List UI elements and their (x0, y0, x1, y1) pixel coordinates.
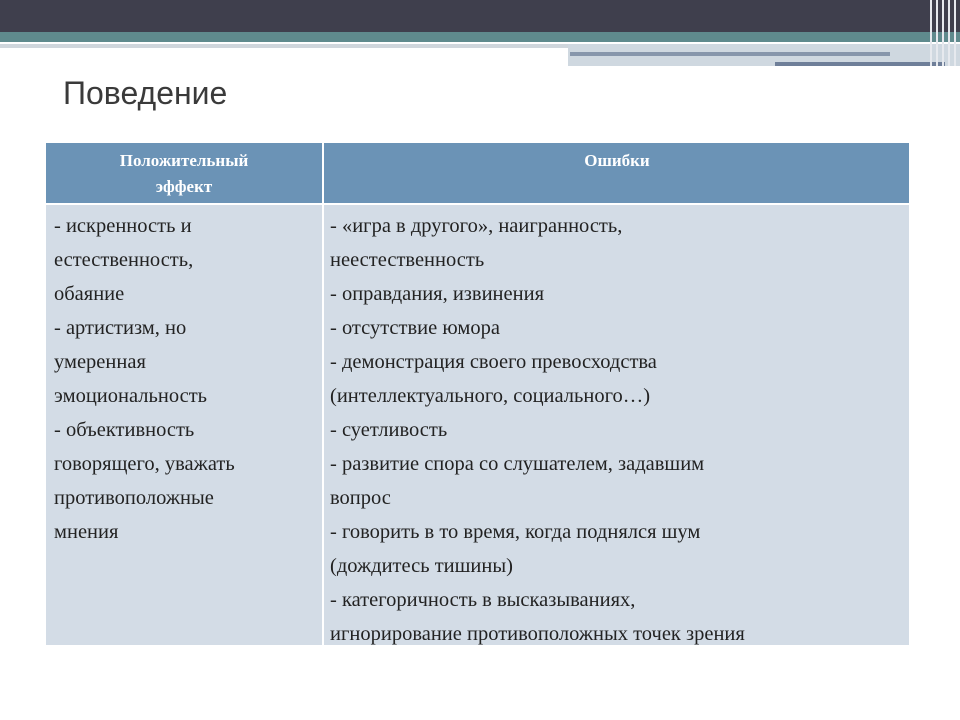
positive-line: естественность, (54, 249, 194, 271)
header-dark-bar (0, 0, 960, 32)
positive-effect-cell (54, 209, 318, 549)
error-line: - развитие спора со слушателем, задавшим (330, 453, 705, 475)
header-teal-band (0, 32, 960, 42)
error-line: - говорить в то время, когда поднялся шум (330, 521, 701, 543)
error-line: - демонстрация своего превосходства (330, 351, 657, 373)
error-line: неестественность (330, 249, 485, 271)
header-accent-line-short (775, 62, 945, 66)
error-line: - отсутствие юмора (330, 317, 500, 339)
error-line: - категоричность в высказываниях, (330, 589, 636, 611)
header-accent-line (570, 52, 890, 56)
positive-line: - артистизм, но (54, 317, 187, 339)
error-line: - суетливость (330, 419, 448, 441)
errors-cell (330, 209, 905, 651)
error-line: - оправдания, извинения (330, 283, 544, 305)
positive-line: противоположные (54, 487, 214, 509)
positive-line: умеренная (54, 351, 146, 373)
error-line: (интеллектуального, социального…) (330, 385, 651, 407)
header-positive-effect (46, 148, 322, 200)
positive-line: мнения (54, 521, 119, 543)
error-line: (дождитесь тишины) (330, 555, 513, 577)
table-header-row (46, 143, 909, 205)
positive-line: - искренность и (54, 215, 192, 237)
error-line: игнорирование противоположных точек зрения (330, 623, 745, 645)
column-divider (322, 143, 324, 645)
slide-title: Поведение (63, 75, 228, 111)
comparison-table (46, 143, 909, 645)
positive-line: - объективность (54, 419, 195, 441)
header-positive-line-1: Положительный (119, 151, 249, 170)
error-line: - «игра в другого», наигранность, (330, 215, 623, 237)
header-positive-line-2: эффект (155, 177, 213, 196)
header-thin-line (0, 44, 570, 48)
positive-line: эмоциональность (54, 385, 207, 407)
corner-decoration (926, 0, 960, 66)
header-errors: Ошибки (584, 151, 650, 170)
error-line: вопрос (330, 487, 391, 509)
positive-line: обаяние (54, 283, 125, 305)
positive-line: говорящего, уважать (54, 453, 235, 475)
